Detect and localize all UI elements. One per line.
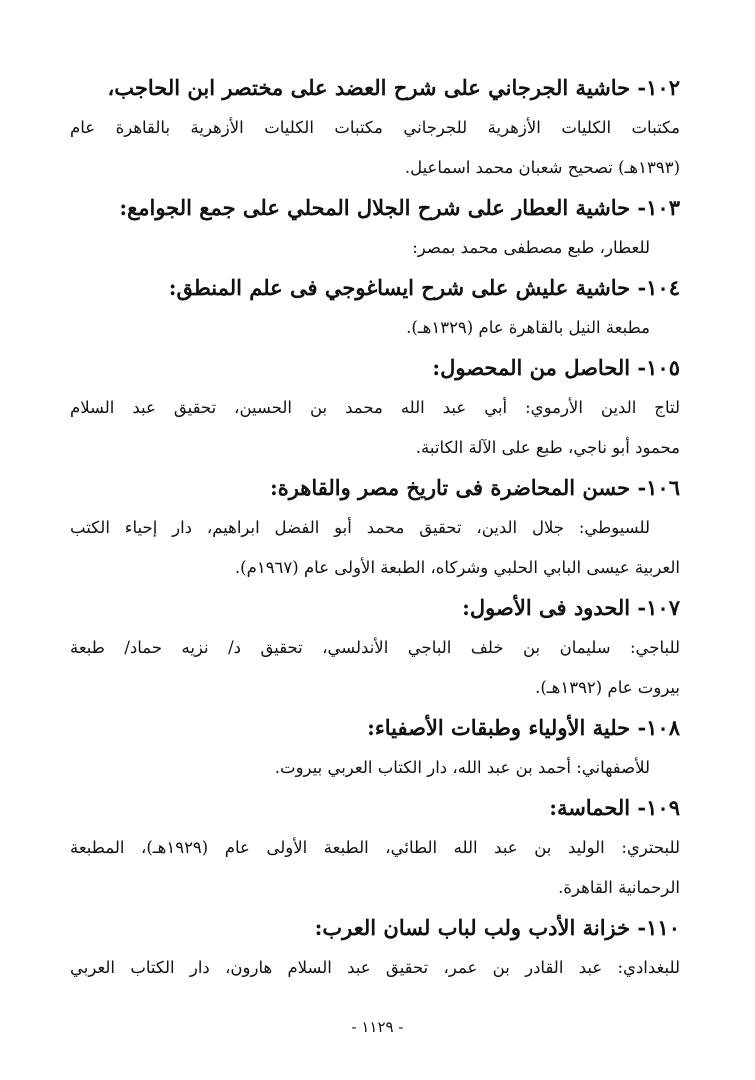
entry-text-line: مطبعة النيل بالقاهرة عام (١٣٢٩هـ). — [406, 318, 650, 337]
entry-108 — [70, 708, 680, 788]
entry-110 — [70, 908, 680, 988]
entry-103 — [70, 188, 680, 268]
entry-text-line: للسيوطي: جلال الدين، تحقيق محمد أبو الفضل ابراهيم، دار إحياء الكتب — [70, 518, 650, 537]
entry-text-line: للأصفهاني: أحمد بن عبد الله، دار الكتاب العربي بيروت. — [274, 758, 650, 777]
entry-text-line: للبغدادي: عبد القادر بن عمر، تحقيق عبد السلام هارون، دار الكتاب العربي — [70, 958, 680, 977]
entry-text-line: للبحتري: الوليد بن عبد الله الطائي، الطبعة الأولى عام (١٩٢٩هـ)، المطبعة — [70, 838, 680, 857]
entry-heading: ١٠٨- حلية الأولياء وطبقات الأصفياء: — [367, 715, 680, 740]
entry-text-line: مكتبات الكليات الأزهرية للجرجاني مكتبات الكليات الأزهرية بالقاهرة عام — [70, 118, 680, 137]
entry-heading: ١٠٧- الحدود فى الأصول: — [462, 595, 680, 620]
entry-text-line: محمود أبو ناجي، طبع على الآلة الكاتبة. — [415, 438, 680, 457]
entry-heading: ١٠٩- الحماسة: — [549, 795, 680, 820]
entry-heading: ١٠٣- حاشية العطار على شرح الجلال المحلي على جمع الجوامع: — [119, 195, 680, 220]
entry-heading: ١٠٦- حسن المحاضرة فى تاريخ مصر والقاهرة: — [269, 475, 680, 500]
entry-text-line: بيروت عام (١٣٩٢هـ). — [535, 678, 680, 697]
entry-106 — [70, 468, 680, 588]
entry-104 — [70, 268, 680, 348]
entry-text-line: للعطار، طبع مصطفى محمد بمصر: — [412, 238, 650, 257]
entry-heading: ١٠٥- الحاصل من المحصول: — [432, 355, 680, 380]
entry-text-line: العربية عيسى البابي الحلبي وشركاه، الطبعة الأولى عام (١٩٦٧م). — [234, 558, 680, 577]
entry-105 — [70, 348, 680, 468]
entry-heading: ١٠٤- حاشية عليش على شرح ايساغوجي فى علم المنطق: — [168, 275, 680, 300]
entry-text-line: (١٣٩٣هـ) تصحيح شعبان محمد اسماعيل. — [404, 158, 680, 177]
page-number: - ١١٢٩ - — [351, 1018, 404, 1036]
entry-text-line: الرحمانية القاهرة. — [558, 878, 680, 897]
entry-heading: ١٠٢- حاشية الجرجاني على شرح العضد على مختصر ابن الحاجب، — [107, 75, 680, 100]
entry-102 — [70, 68, 680, 188]
entry-heading: ١١٠- خزانة الأدب ولب لباب لسان العرب: — [314, 915, 680, 940]
entry-text-line: للباجي: سليمان بن خلف الباجي الأندلسي، تحقيق د/ نزيه حماد/ طبعة — [70, 638, 680, 657]
entry-109 — [70, 788, 680, 908]
entry-107 — [70, 588, 680, 708]
entry-text-line: لتاج الدين الأرموي: أبي عبد الله محمد بن الحسين، تحقيق عبد السلام — [70, 398, 680, 417]
bibliography-page — [70, 68, 680, 988]
